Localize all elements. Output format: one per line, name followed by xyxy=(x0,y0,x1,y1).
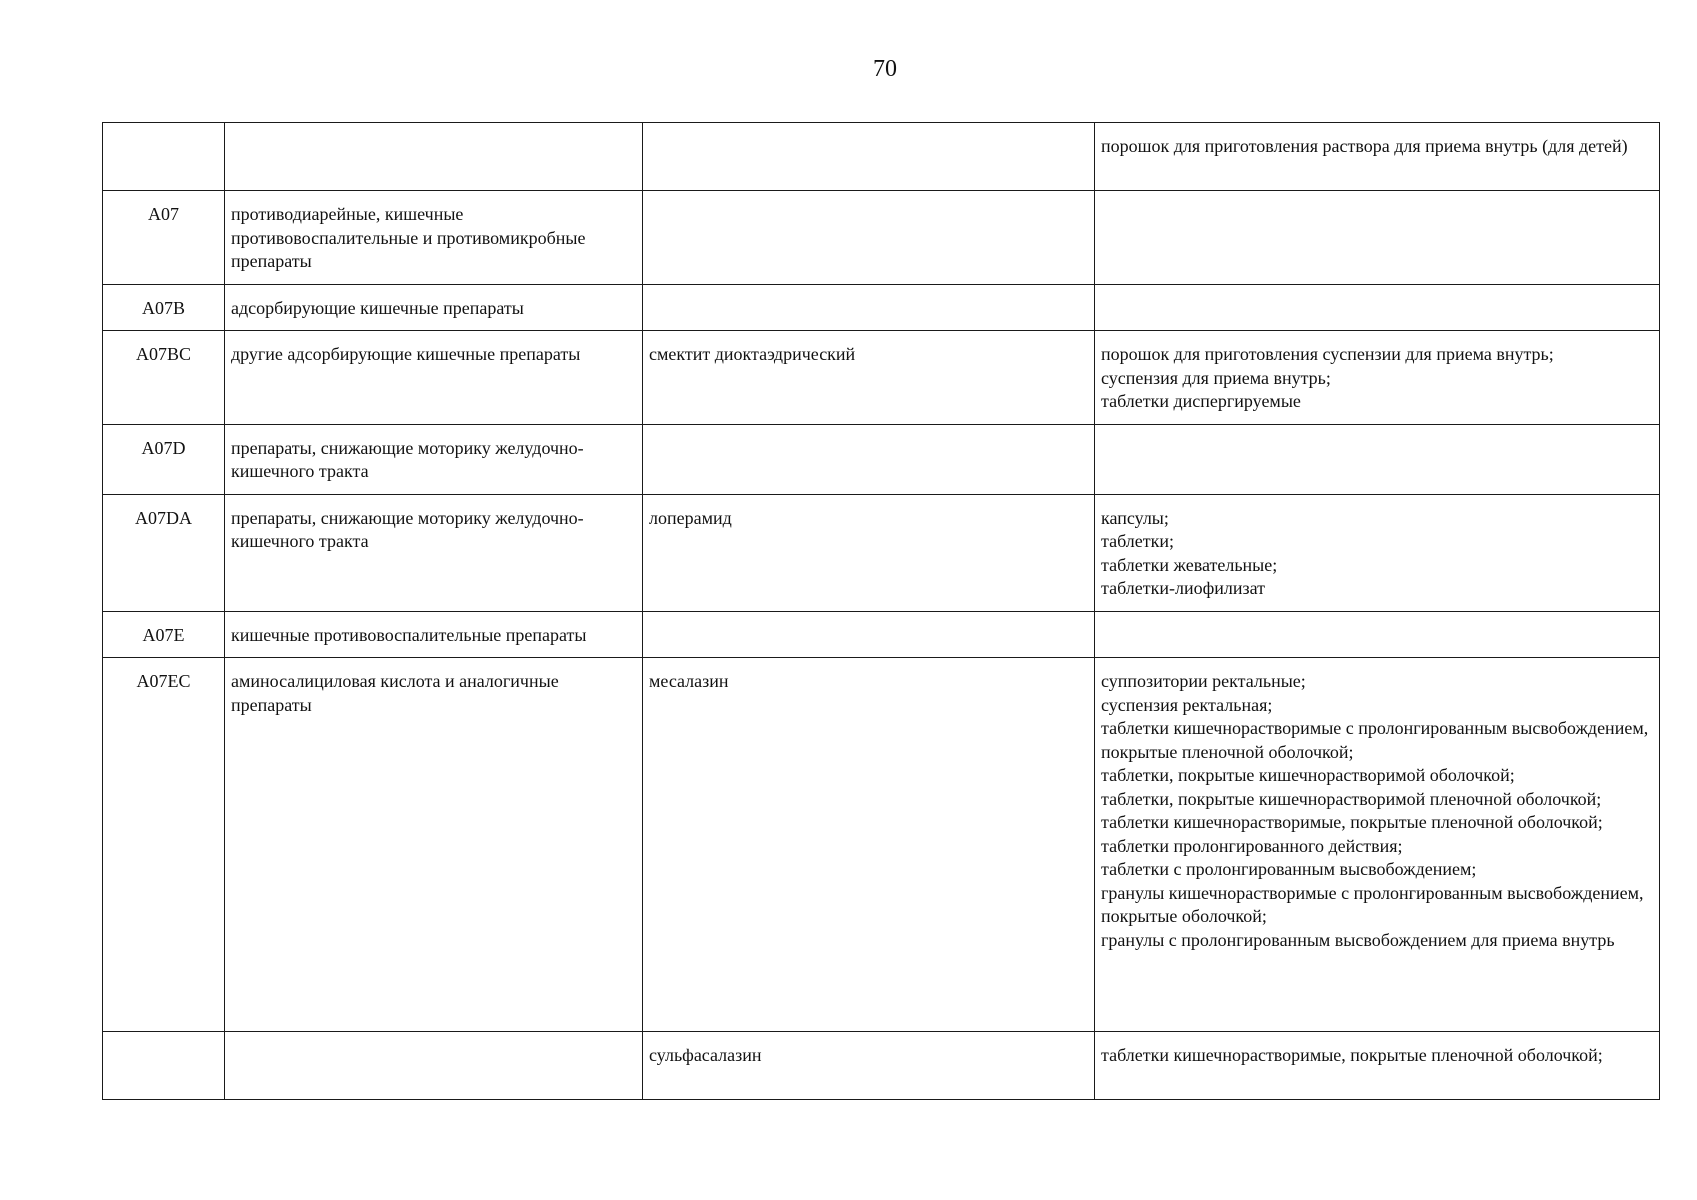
dosage-forms-cell xyxy=(1095,611,1660,658)
table-row xyxy=(103,284,1660,331)
atc-code-cell: A07EC xyxy=(103,658,225,1032)
dosage-form: суппозитории ректальные; xyxy=(1101,671,1306,691)
dosage-forms-cell xyxy=(1095,191,1660,285)
dosage-forms-cell xyxy=(1095,424,1660,494)
pharmacological-group-cell xyxy=(225,191,643,285)
dosage-forms-cell xyxy=(1095,284,1660,331)
dosage-form: капсулы; xyxy=(1101,507,1169,528)
dosage-form: суспензия ректальная; xyxy=(1101,694,1273,715)
atc-code-cell: A07E xyxy=(103,611,225,658)
dosage-form: таблетки, покрытые кишечнорастворимой пленочной оболочкой; xyxy=(1101,788,1602,809)
dosage-form: таблетки с пролонгированным высвобождением; xyxy=(1101,859,1477,879)
drug-name-cell: смектит диоктаэдрический xyxy=(643,331,1095,425)
group-text: аминосалициловая кислота и аналогичные препараты xyxy=(231,671,559,715)
group-text: препараты, снижающие моторику желудочно-кишечного тракта xyxy=(231,507,584,551)
table-row xyxy=(103,1032,1660,1100)
dosage-form: таблетки кишечнорастворимые, покрытые пленочной оболочкой; xyxy=(1101,812,1603,832)
dosage-form: таблетки кишечнорастворимые, покрытые пленочной оболочкой; xyxy=(1101,1045,1603,1065)
drug-name-cell xyxy=(643,611,1095,658)
table-row xyxy=(103,123,1660,191)
table-row xyxy=(103,611,1660,658)
table-row xyxy=(103,658,1660,1032)
dosage-form: порошок для приготовления раствора для приема внутрь (для детей) xyxy=(1101,136,1628,156)
group-text: кишечные противовоспалительные препараты xyxy=(231,624,587,645)
table-row xyxy=(103,424,1660,494)
drug-name-cell xyxy=(643,191,1095,285)
pharmacological-group-cell xyxy=(225,494,643,611)
drug-name-cell xyxy=(643,123,1095,191)
atc-code-cell: A07DA xyxy=(103,494,225,611)
dosage-form: таблетки-лиофилизат xyxy=(1101,578,1266,598)
dosage-form: таблетки, покрытые кишечнорастворимой оболочкой; xyxy=(1101,765,1515,785)
atc-code-cell: A07 xyxy=(103,191,225,285)
dosage-form: таблетки; xyxy=(1101,531,1175,551)
dosage-form: суспензия для приема внутрь; xyxy=(1101,367,1331,388)
atc-code-cell: A07BC xyxy=(103,331,225,425)
dosage-forms-cell xyxy=(1095,123,1660,191)
dosage-form: таблетки жевательные; xyxy=(1101,554,1278,575)
drug-name-cell: месалазин xyxy=(643,658,1095,1032)
dosage-form: таблетки кишечнорастворимые с пролонгированным высвобождением, покрытые пленочной оболочкой; xyxy=(1101,718,1649,762)
atc-code-cell xyxy=(103,1032,225,1100)
drug-name-cell: сульфасалазин xyxy=(643,1032,1095,1100)
drug-table xyxy=(102,122,1660,1100)
group-text: препараты, снижающие моторику желудочно-кишечного тракта xyxy=(231,437,584,481)
dosage-forms-cell xyxy=(1095,331,1660,425)
group-text: адсорбирующие кишечные препараты xyxy=(231,297,524,318)
group-text: противодиарейные, кишечные противовоспалительные и противомикробные препараты xyxy=(231,204,586,271)
dosage-form: гранулы кишечнорастворимые с пролонгированным высвобождением, покрытые оболочкой; xyxy=(1101,882,1644,926)
drug-name-cell xyxy=(643,284,1095,331)
drug-name-cell: лоперамид xyxy=(643,494,1095,611)
group-text: другие адсорбирующие кишечные препараты xyxy=(231,344,581,364)
dosage-forms-cell xyxy=(1095,658,1660,1032)
dosage-forms-cell xyxy=(1095,1032,1660,1100)
atc-code-cell: A07B xyxy=(103,284,225,331)
page-number: 70 xyxy=(873,56,897,82)
pharmacological-group-cell xyxy=(225,284,643,331)
pharmacological-group-cell xyxy=(225,611,643,658)
atc-code-cell: A07D xyxy=(103,424,225,494)
table-row xyxy=(103,191,1660,285)
pharmacological-group-cell xyxy=(225,331,643,425)
drug-name-cell xyxy=(643,424,1095,494)
dosage-forms-cell xyxy=(1095,494,1660,611)
dosage-form: таблетки пролонгированного действия; xyxy=(1101,835,1403,856)
atc-code-cell xyxy=(103,123,225,191)
dosage-form: порошок для приготовления суспензии для приема внутрь; xyxy=(1101,344,1554,364)
pharmacological-group-cell xyxy=(225,123,643,191)
table-row xyxy=(103,494,1660,611)
pharmacological-group-cell xyxy=(225,424,643,494)
dosage-form: таблетки диспергируемые xyxy=(1101,391,1301,411)
dosage-form: гранулы с пролонгированным высвобождением для приема внутрь xyxy=(1101,929,1615,950)
pharmacological-group-cell xyxy=(225,1032,643,1100)
pharmacological-group-cell xyxy=(225,658,643,1032)
table-row xyxy=(103,331,1660,425)
